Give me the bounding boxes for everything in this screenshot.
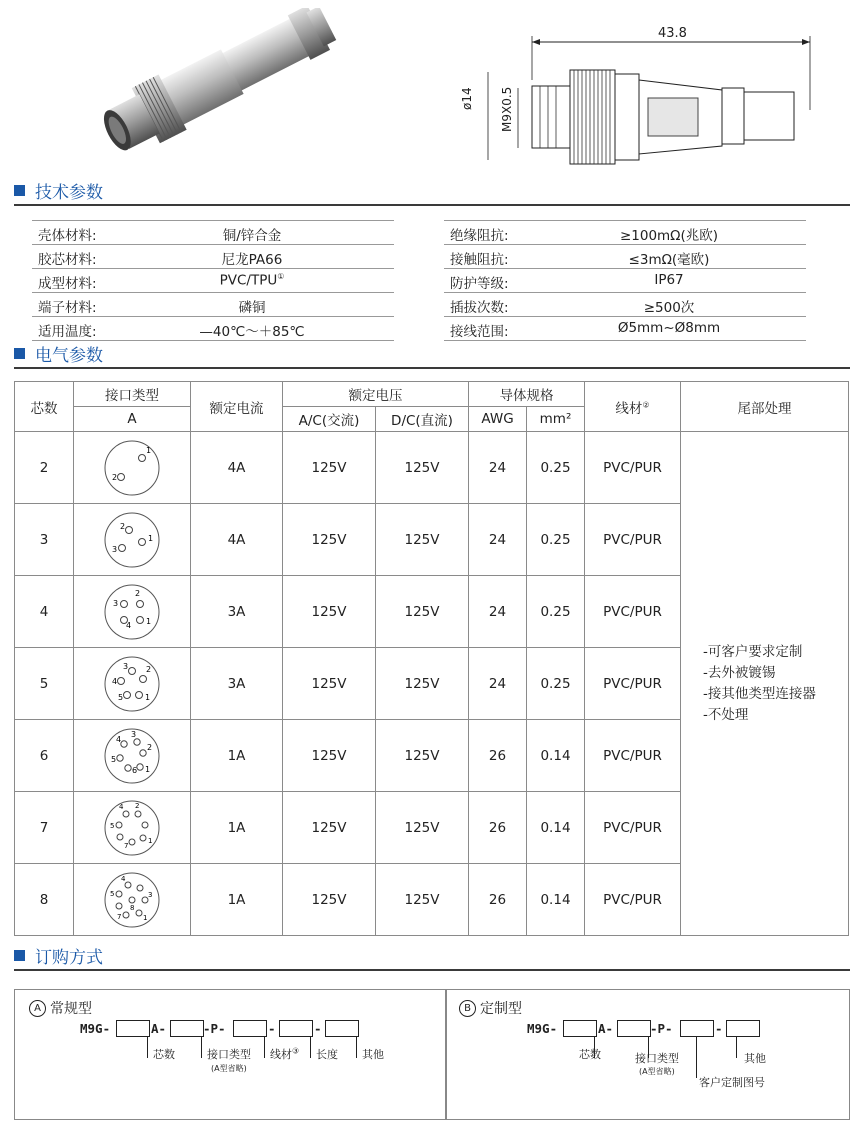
svg-text:2: 2 [135,588,141,598]
order-title-a [29,998,92,1018]
code-prefix: M9G- [80,1021,111,1036]
code-box-iface [617,1020,651,1037]
code-box-other [325,1020,359,1037]
cell-wire: PVC/PUR [585,648,681,720]
tech-table-right [444,220,806,341]
svg-text:3: 3 [112,544,118,554]
col-mm2: mm² [527,407,585,432]
svg-text:1: 1 [145,764,151,774]
cell-current: 1A [191,792,283,864]
cell-cores: 6 [15,720,74,792]
dim-diameter: ø14 [460,87,474,110]
cell-ac: 125V [283,720,376,792]
pin-layout-8 [74,864,191,936]
code-sep: A- [598,1021,614,1036]
cell-mm2: 0.25 [527,648,585,720]
wire-label: 线材 [615,400,643,417]
code-sep: - [314,1021,322,1036]
label-wire: 线材 [270,1048,292,1061]
cell-awg: 26 [469,864,527,936]
leader-line [356,1036,357,1058]
pin-diagram [102,870,162,930]
section-title: 订购方式 [35,948,103,968]
leader-line [310,1036,311,1058]
circle-mark: B [459,1000,476,1017]
code-sep: - [715,1021,723,1036]
cell-dc: 125V [376,864,469,936]
spec-value: 磷铜 [238,300,266,316]
svg-text:2: 2 [135,801,140,810]
tech-table-left [32,220,394,341]
code-box-iface [170,1020,204,1037]
pin-diagram [102,582,162,642]
footnote-mark: ③ [292,1046,300,1056]
cell-current: 4A [191,432,283,504]
cell-dc: 125V [376,576,469,648]
cell-current: 4A [191,504,283,576]
pin-layout-7 [74,792,191,864]
svg-text:3: 3 [131,729,137,739]
label-other: 其他 [362,1048,384,1061]
section-marker [14,348,25,359]
order-type: 定制型 [480,1001,522,1017]
svg-text:1: 1 [148,836,153,845]
section-marker [14,185,25,196]
cell-dc: 125V [376,792,469,864]
section-order [14,943,103,968]
cell-cores: 7 [15,792,74,864]
spec-value: ≤3mΩ(毫欧) [628,252,710,268]
svg-text:2: 2 [146,664,152,674]
svg-text:5: 5 [110,889,115,898]
svg-text:8: 8 [130,903,135,912]
code-box-length [279,1020,313,1037]
cell-awg: 24 [469,504,527,576]
svg-text:3: 3 [148,890,153,899]
code-box-other [726,1020,760,1037]
svg-text:1: 1 [143,913,148,922]
cell-ac: 125V [283,576,376,648]
svg-text:3: 3 [123,661,129,671]
svg-text:5: 5 [111,754,117,764]
cell-current: 3A [191,576,283,648]
col-dc: D/C(直流) [376,407,469,432]
spec-row [32,220,394,245]
col-conductor: 导体规格 [469,382,585,407]
circle-mark: A [29,1000,46,1017]
electrical-table [14,381,849,936]
svg-text:1: 1 [146,616,152,626]
cell-wire: PVC/PUR [585,720,681,792]
cell-dc: 125V [376,648,469,720]
cell-awg: 24 [469,432,527,504]
col-tail: 尾部处理 [681,382,849,432]
code-sep: - [268,1021,276,1036]
order-box-standard [14,989,446,1120]
label-iface: 接口类型 [207,1048,251,1061]
spec-row [444,220,806,245]
leader-line [147,1036,148,1058]
connector-photo [60,8,360,158]
col-ac: A/C(交流) [283,407,376,432]
spec-key: 端子材料: [38,300,97,316]
spec-key: 适用温度: [38,324,97,340]
spec-key: 壳体材料: [38,228,97,244]
code-box-cores [563,1020,597,1037]
label-iface-sub: (A型省略) [639,1067,675,1076]
cell-ac: 125V [283,864,376,936]
svg-text:4: 4 [121,874,126,883]
svg-text:1: 1 [145,692,151,702]
leader-line [264,1036,265,1058]
pin-layout-6 [74,720,191,792]
cell-ac: 125V [283,432,376,504]
pin-layout-3 [74,504,191,576]
col-current: 额定电流 [191,382,283,432]
cell-ac: 125V [283,648,376,720]
cell-dc: 125V [376,432,469,504]
cell-mm2: 0.14 [527,864,585,936]
dim-thread: M9X0.5 [500,86,514,132]
col-iface: 接口类型 [74,382,191,407]
pin-diagram [102,798,162,858]
cell-awg: 24 [469,648,527,720]
label-iface: 接口类型 [635,1052,679,1065]
cell-wire: PVC/PUR [585,576,681,648]
tail-option: -不处理 [703,706,749,723]
dim-length: 43.8 [658,26,687,41]
cell-current: 1A [191,864,283,936]
spec-key: 绝缘阻抗: [450,228,509,244]
spec-row [32,245,394,269]
cell-cores: 8 [15,864,74,936]
cell-current: 3A [191,648,283,720]
svg-text:4: 4 [126,620,132,630]
pin-diagram [102,654,162,714]
spec-row [444,245,806,269]
label-cores: 芯数 [579,1048,601,1061]
spec-key: 胶芯材料: [38,252,97,268]
spec-key: 防护等级: [450,276,509,292]
pin-layout-5 [74,648,191,720]
col-iface-a: A [74,407,191,432]
cell-ac: 125V [283,504,376,576]
cell-dc: 125V [376,504,469,576]
cell-mm2: 0.25 [527,432,585,504]
svg-text:2: 2 [120,521,126,531]
col-cores: 芯数 [15,382,74,432]
divider [14,969,850,971]
svg-text:5: 5 [118,692,124,702]
spec-row [32,269,394,293]
label-cores: 芯数 [153,1048,175,1061]
dimension-drawing [470,20,840,170]
code-prefix: M9G- [527,1021,558,1036]
svg-text:1: 1 [148,533,154,543]
cell-awg: 26 [469,720,527,792]
header-row [15,382,849,407]
divider [14,204,850,206]
code-sep: -P- [203,1021,226,1036]
cell-wire: PVC/PUR [585,864,681,936]
cell-cores: 4 [15,576,74,648]
cell-cores: 3 [15,504,74,576]
section-title: 电气参数 [35,346,103,366]
cell-cores: 2 [15,432,74,504]
cell-awg: 26 [469,792,527,864]
pin-diagram [102,438,162,498]
svg-text:2: 2 [112,472,118,482]
cell-wire: PVC/PUR [585,432,681,504]
order-type: 常规型 [50,1001,92,1017]
spec-key: 插拔次数: [450,300,509,316]
spec-value: ≥100mΩ(兆欧) [619,228,719,244]
section-elec [14,341,103,366]
cell-mm2: 0.25 [527,576,585,648]
pin-layout-4 [74,576,191,648]
svg-text:3: 3 [113,598,119,608]
cell-wire: PVC/PUR [585,792,681,864]
spec-value: —40℃～＋85℃ [199,324,305,340]
order-box-custom [446,989,850,1120]
svg-text:7: 7 [124,841,129,850]
leader-line [696,1036,697,1078]
col-voltage: 额定电压 [283,382,469,407]
spec-value: 铜/锌合金 [222,228,282,244]
footnote-mark: ② [642,400,650,409]
spec-value: ≥500次 [643,300,695,316]
table-row [15,432,849,504]
section-tech [14,178,103,203]
spec-row [444,317,806,341]
tail-options [681,432,849,936]
pin-diagram [102,510,162,570]
code-box-wire [233,1020,267,1037]
col-awg: AWG [469,407,527,432]
divider [14,367,850,369]
spec-row [32,293,394,317]
spec-key: 成型材料: [38,276,97,292]
svg-text:6: 6 [132,765,138,775]
label-other: 其他 [744,1052,766,1065]
cell-cores: 5 [15,648,74,720]
svg-text:1: 1 [146,445,152,455]
col-wire [585,382,681,432]
svg-text:5: 5 [110,821,115,830]
tail-option: -可客户要求定制 [703,643,803,660]
spec-row [444,293,806,317]
cell-mm2: 0.25 [527,504,585,576]
spec-value: Ø5mm~Ø8mm [617,320,721,336]
tail-option: -去外被镀锡 [703,664,776,681]
spec-value: 尼龙PA66 [221,252,283,268]
pin-layout-2 [74,432,191,504]
cell-wire: PVC/PUR [585,504,681,576]
order-title-b [459,998,522,1018]
section-marker [14,950,25,961]
leader-line [736,1036,737,1058]
label-iface-sub: (A型省略) [211,1064,247,1073]
tail-option: -接其他类型连接器 [703,685,816,702]
code-sep: A- [151,1021,167,1036]
spec-row [32,317,394,341]
svg-text:7: 7 [117,912,122,921]
svg-text:4: 4 [116,734,122,744]
cell-ac: 125V [283,792,376,864]
spec-value: IP67 [654,272,684,288]
label-length: 长度 [316,1048,338,1061]
section-title: 技术参数 [35,183,103,203]
spec-value: PVC/TPU [219,272,278,289]
pin-diagram [102,726,162,786]
cell-dc: 125V [376,720,469,792]
cell-awg: 24 [469,576,527,648]
spec-key: 接触阻抗: [450,252,509,268]
label-custom-drawing: 客户定制图号 [699,1076,765,1089]
cell-current: 1A [191,720,283,792]
cell-mm2: 0.14 [527,720,585,792]
leader-line [201,1036,202,1058]
cell-mm2: 0.14 [527,792,585,864]
code-box-custom [680,1020,714,1037]
spec-row [444,269,806,293]
svg-text:4: 4 [119,802,124,811]
svg-text:4: 4 [112,676,118,686]
footnote-mark: ① [277,272,285,281]
code-sep: -P- [650,1021,673,1036]
svg-text:2: 2 [147,742,153,752]
code-box-cores [116,1020,150,1037]
spec-key: 接线范围: [450,324,509,340]
